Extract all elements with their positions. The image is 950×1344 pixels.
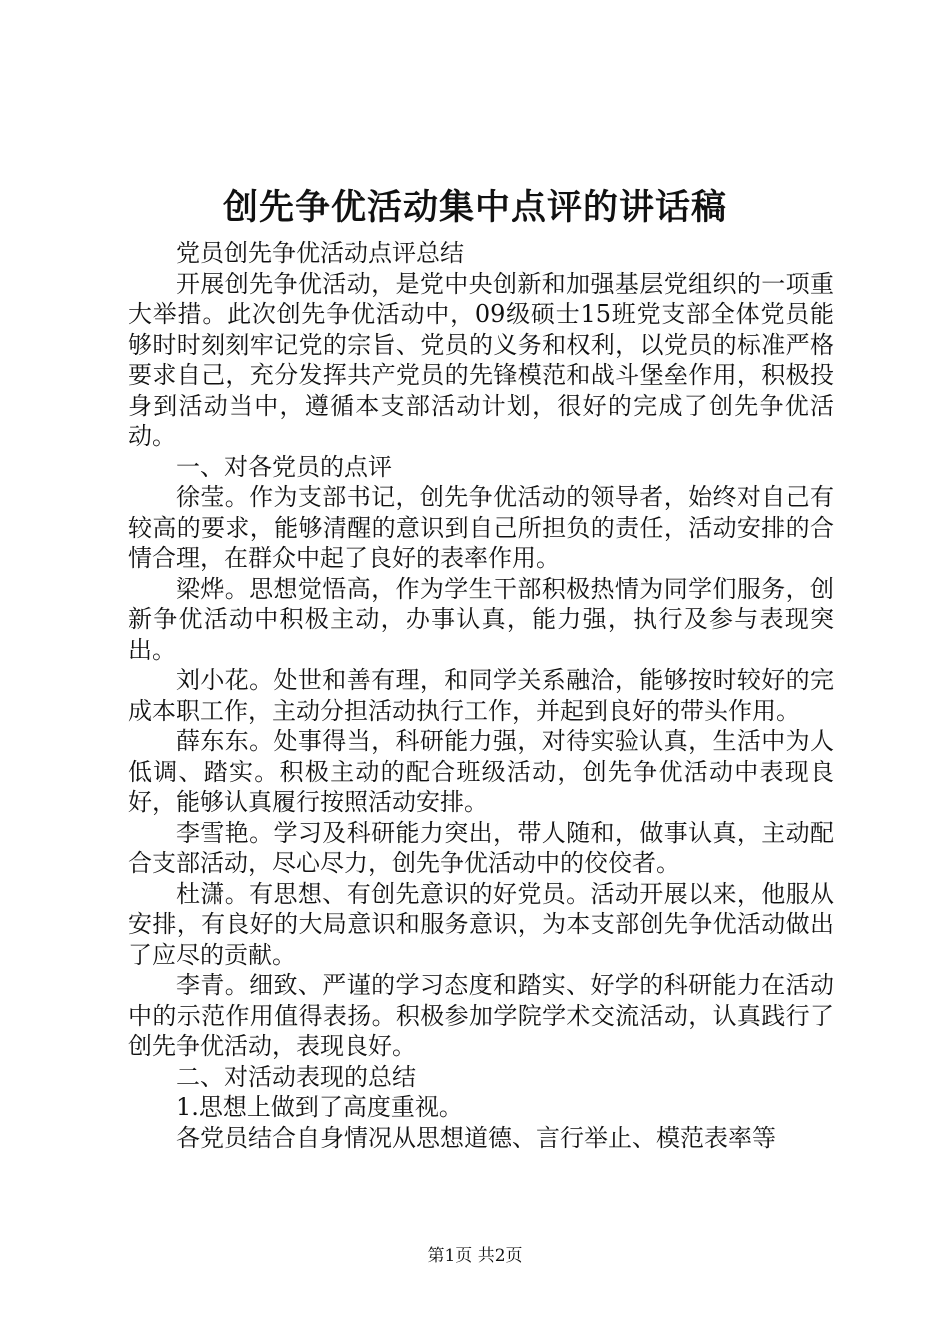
member-review-paragraph: 梁烨。思想觉悟高，作为学生干部积极热情为同学们服务，创新争优活动中积极主动，办事认真，能力强，执行及参与表现突出。 <box>128 574 834 664</box>
member-review-paragraph: 薛东东。处事得当，科研能力强，对待实验认真，生活中为人低调、踏实。积极主动的配合班级活动，创先争优活动中表现良好，能够认真履行按照活动安排。 <box>128 727 834 816</box>
section-heading-1: 一、对各党员的点评 <box>176 452 392 481</box>
document-title: 创先争优活动集中点评的讲话稿 <box>222 187 727 228</box>
section-heading-2: 二、对活动表现的总结 <box>176 1062 416 1091</box>
subtitle-paragraph: 党员创先争优活动点评总结 <box>176 239 464 267</box>
member-review-paragraph: 徐莹。作为支部书记，创先争优活动的领导者，始终对自己有较高的要求，能够清醒的意识到自己所担负的责任，活动安排的合情合理，在群众中起了良好的表率作用。 <box>128 483 834 572</box>
member-review-paragraph: 李雪艳。学习及科研能力突出，带人随和，做事认真，主动配合支部活动，尽心尽力，创先争优活动中的佼佼者。 <box>128 818 834 877</box>
member-review-paragraph: 杜潇。有思想、有创先意识的好党员。活动开展以来，他服从安排，有良好的大局意识和服务意识，为本支部创先争优活动做出了应尽的贡献。 <box>128 879 834 969</box>
page-number-footer: 第1页 共2页 <box>427 1246 523 1266</box>
intro-paragraph: 开展创先争优活动，是党中央创新和加强基层党组织的一项重大举措。此次创先争优活动中，09级硕士15班党支部全体党员能够时时刻刻牢记党的宗旨、党员的义务和权利，以党员的标准严格要求自己，充分发挥共产党员的先锋模范和战斗堡垒作用，积极投身到活动当中，遵循本支部活动计划，很好的完成了创先争优活动。 <box>128 269 834 450</box>
member-review-paragraph: 李青。细致、严谨的学习态度和踏实、好学的科研能力在活动中的示范作用值得表扬。积极参加学院学术交流活动，认真践行了创先争优活动，表现良好。 <box>128 971 834 1060</box>
document-body <box>128 238 834 1153</box>
body-paragraph: 各党员结合自身情况从思想道德、言行举止、模范表率等 <box>176 1123 776 1152</box>
numbered-point: 1.思想上做到了高度重视。 <box>176 1093 463 1121</box>
member-review-paragraph: 刘小花。处世和善有理，和同学关系融洽，能够按时较好的完成本职工作，主动分担活动执行工作，并起到良好的带头作用。 <box>128 666 834 725</box>
